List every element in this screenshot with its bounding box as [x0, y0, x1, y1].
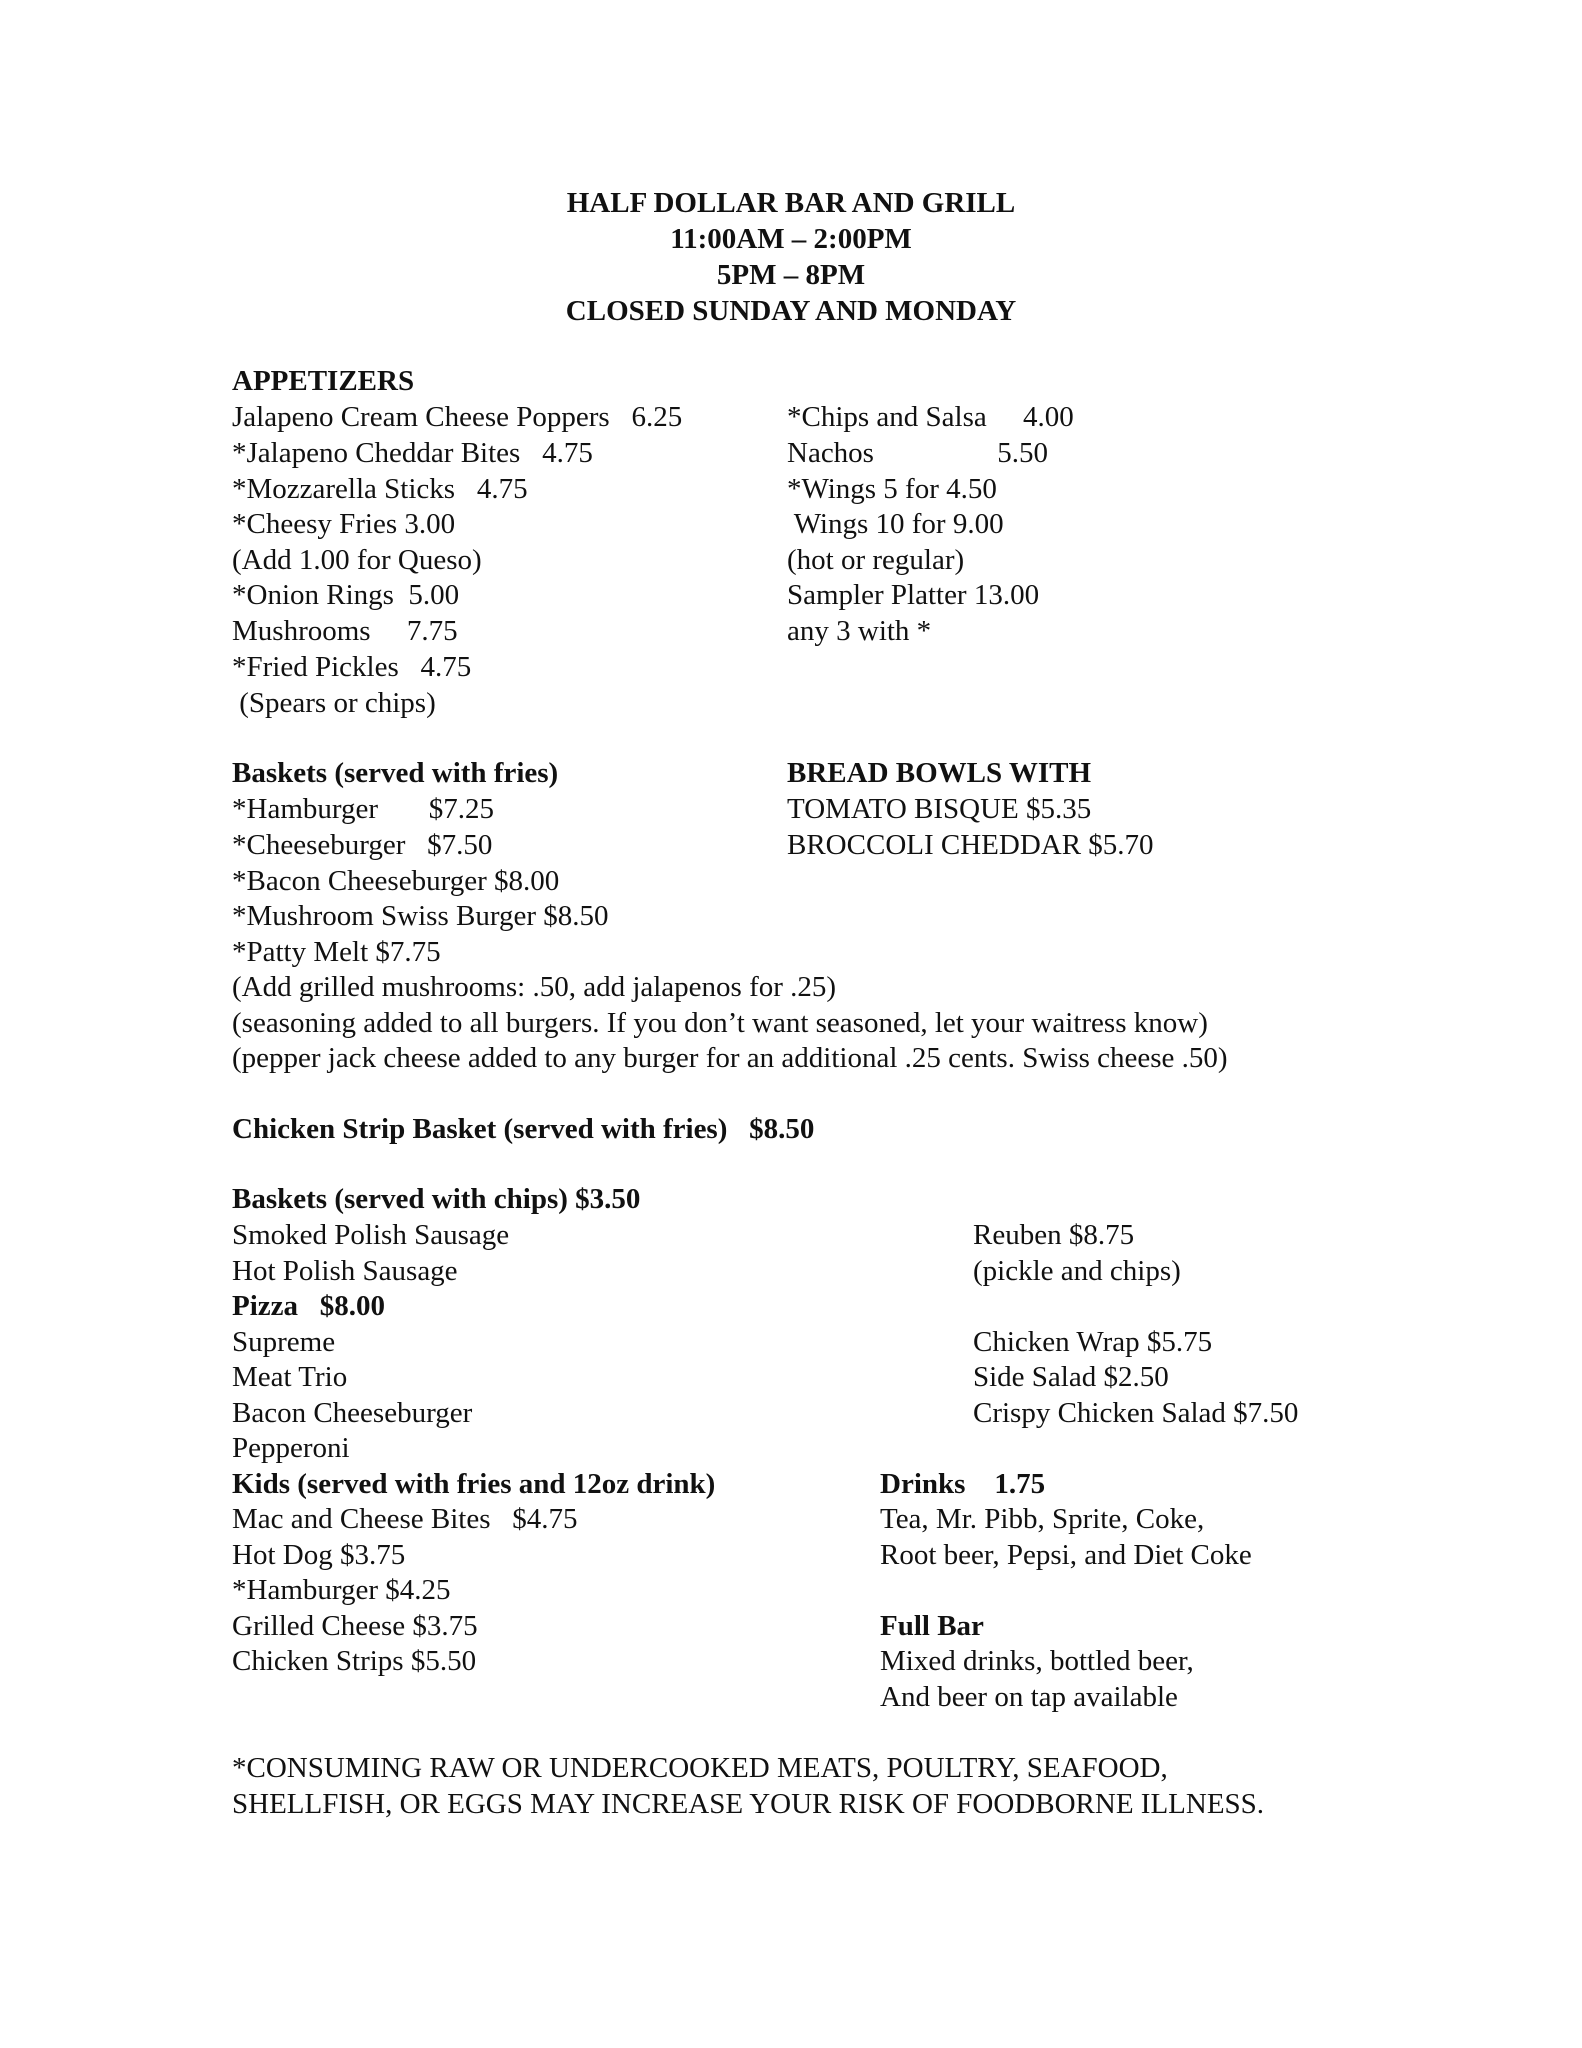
- pizza-item: Bacon Cheeseburger: [232, 1397, 473, 1429]
- pizza-item: Meat Trio: [232, 1361, 348, 1393]
- crispy-salad-item: Crispy Chicken Salad $7.50: [973, 1397, 1299, 1429]
- pizza-item: Pepperoni: [232, 1432, 350, 1464]
- kids-heading: Kids (served with fries and 12oz drink): [232, 1468, 716, 1500]
- appetizer-item: *Jalapeno Cheddar Bites 4.75: [232, 437, 593, 469]
- appetizer-item: *Chips and Salsa 4.00: [787, 401, 1074, 433]
- kids-item: Grilled Cheese $3.75: [232, 1610, 478, 1642]
- appetizer-item: Nachos 5.50: [787, 437, 1048, 469]
- kids-item: Chicken Strips $5.50: [232, 1645, 477, 1677]
- dinner-hours: 5PM – 8PM: [716, 259, 866, 291]
- appetizer-item: *Onion Rings 5.00: [232, 579, 460, 611]
- reuben-note: (pickle and chips): [973, 1255, 1181, 1287]
- basket-note: (Add grilled mushrooms: .50, add jalapenos for .25): [232, 971, 837, 1003]
- appetizer-item: *Cheesy Fries 3.00: [232, 508, 456, 540]
- closed-days: CLOSED SUNDAY AND MONDAY: [565, 295, 1017, 327]
- chips-basket-item: Hot Polish Sausage: [232, 1255, 458, 1287]
- chips-basket-item: Smoked Polish Sausage: [232, 1219, 510, 1251]
- bread-bowl-item: TOMATO BISQUE $5.35: [787, 793, 1092, 825]
- appetizer-item: Mushrooms 7.75: [232, 615, 458, 647]
- full-bar-heading: Full Bar: [880, 1610, 984, 1642]
- chicken-strip-basket: Chicken Strip Basket (served with fries) $8.50: [232, 1113, 815, 1145]
- baskets-chips-heading: Baskets (served with chips) $3.50: [232, 1183, 641, 1215]
- appetizer-item: Jalapeno Cream Cheese Poppers 6.25: [232, 401, 683, 433]
- baskets-fries-heading: Baskets (served with fries): [232, 757, 559, 789]
- appetizers-heading: APPETIZERS: [232, 365, 415, 397]
- drinks-heading: Drinks 1.75: [880, 1468, 1046, 1500]
- health-warning: *CONSUMING RAW OR UNDERCOOKED MEATS, POULTRY, SEAFOOD,: [232, 1752, 1168, 1784]
- bread-bowls-heading: BREAD BOWLS WITH: [787, 757, 1092, 789]
- pizza-heading: Pizza $8.00: [232, 1290, 386, 1322]
- basket-item: *Cheeseburger $7.50: [232, 829, 493, 861]
- basket-item: *Hamburger $7.25: [232, 793, 495, 825]
- lunch-hours: 11:00AM – 2:00PM: [670, 223, 912, 255]
- appetizer-item: Wings 10 for 9.00: [787, 508, 1004, 540]
- basket-note: (pepper jack cheese added to any burger for an additional .25 cents. Swiss cheese .50): [232, 1042, 1228, 1074]
- basket-item: *Mushroom Swiss Burger $8.50: [232, 900, 609, 932]
- appetizer-note: (hot or regular): [787, 544, 965, 576]
- kids-item: *Hamburger $4.25: [232, 1574, 451, 1606]
- basket-item: *Bacon Cheeseburger $8.00: [232, 865, 560, 897]
- basket-item: *Patty Melt $7.75: [232, 936, 441, 968]
- bread-bowl-item: BROCCOLI CHEDDAR $5.70: [787, 829, 1154, 861]
- appetizer-note: (Spears or chips): [232, 687, 436, 719]
- side-salad-item: Side Salad $2.50: [973, 1361, 1169, 1393]
- health-warning: SHELLFISH, OR EGGS MAY INCREASE YOUR RISK OF FOODBORNE ILLNESS.: [232, 1788, 1265, 1820]
- kids-item: Hot Dog $3.75: [232, 1539, 406, 1571]
- appetizer-note: any 3 with *: [787, 615, 932, 647]
- restaurant-name: HALF DOLLAR BAR AND GRILL: [566, 187, 1016, 219]
- drinks-item: Tea, Mr. Pibb, Sprite, Coke,: [880, 1503, 1205, 1535]
- appetizer-item: *Wings 5 for 4.50: [787, 473, 997, 505]
- reuben-item: Reuben $8.75: [973, 1219, 1135, 1251]
- appetizer-item: Sampler Platter 13.00: [787, 579, 1040, 611]
- full-bar-item: And beer on tap available: [880, 1681, 1178, 1713]
- pizza-item: Supreme: [232, 1326, 336, 1358]
- drinks-item: Root beer, Pepsi, and Diet Coke: [880, 1539, 1252, 1571]
- appetizer-note: (Add 1.00 for Queso): [232, 544, 482, 576]
- full-bar-item: Mixed drinks, bottled beer,: [880, 1645, 1194, 1677]
- chicken-wrap-item: Chicken Wrap $5.75: [973, 1326, 1213, 1358]
- appetizer-item: *Fried Pickles 4.75: [232, 651, 472, 683]
- kids-item: Mac and Cheese Bites $4.75: [232, 1503, 578, 1535]
- basket-note: (seasoning added to all burgers. If you don’t want seasoned, let your waitress know): [232, 1007, 1208, 1039]
- appetizer-item: *Mozzarella Sticks 4.75: [232, 473, 528, 505]
